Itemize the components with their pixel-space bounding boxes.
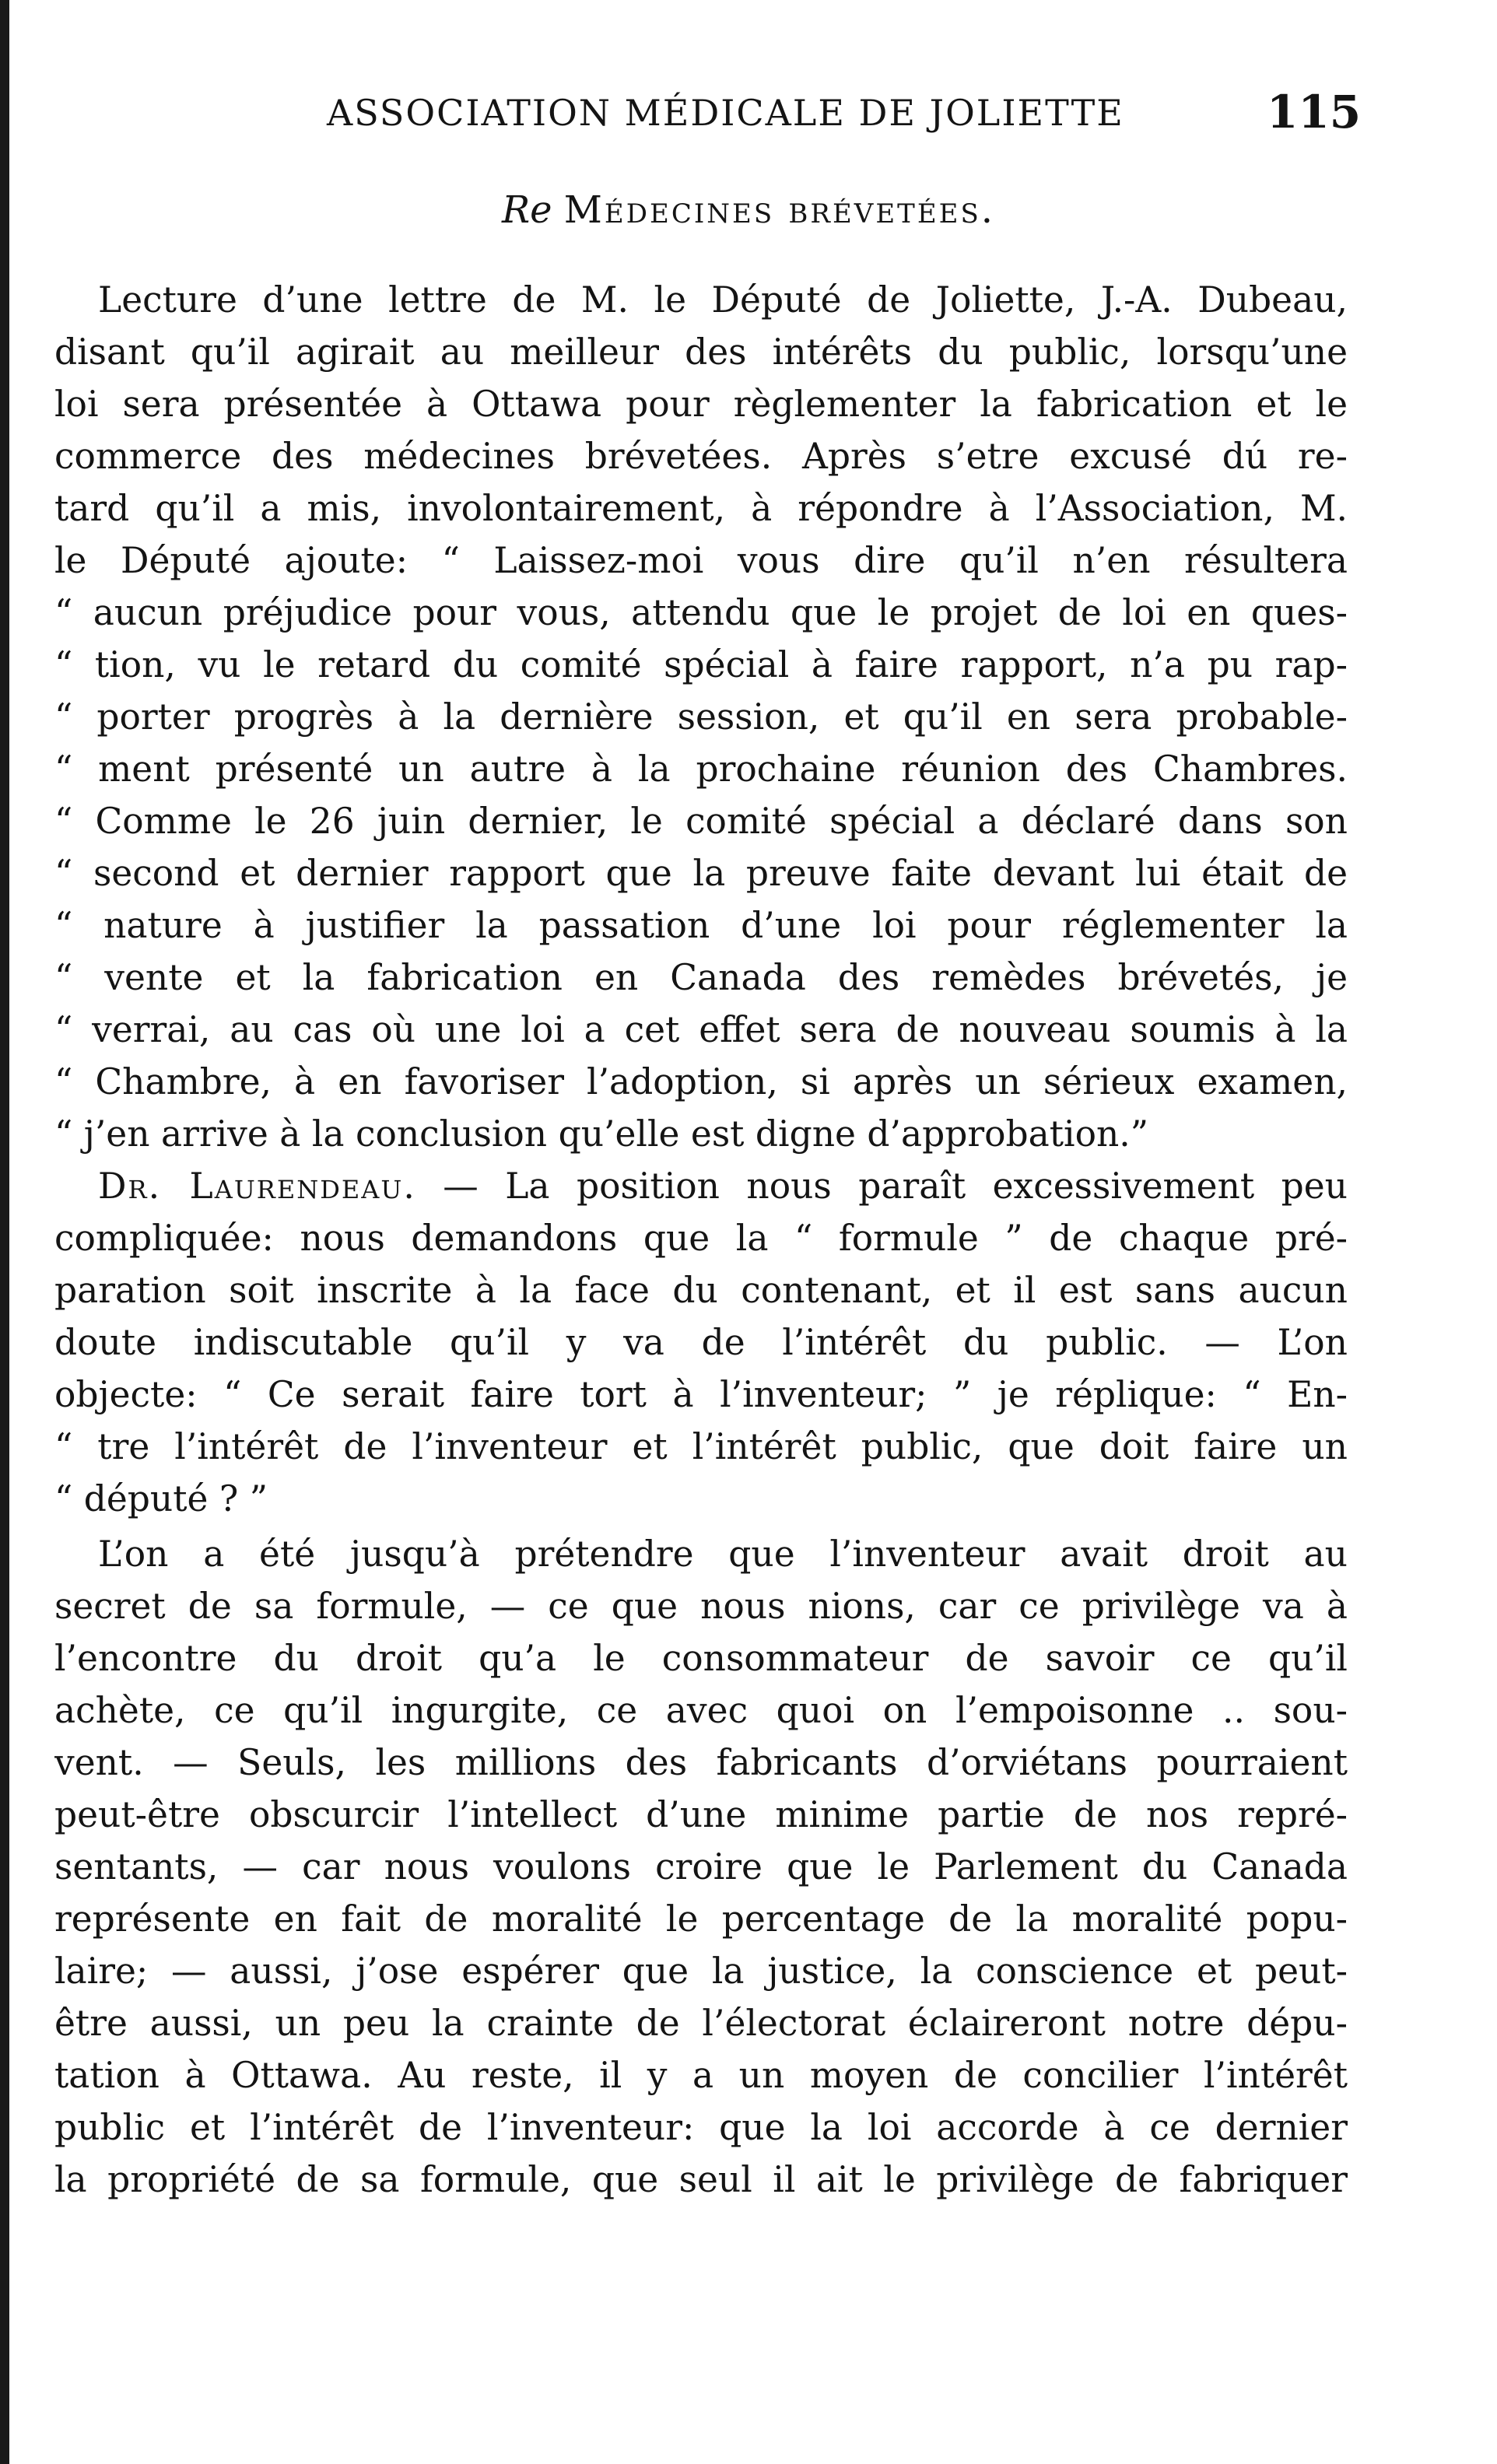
speaker-name: Dr. Laurendeau. [98,1165,416,1207]
section-heading-title: Médecines brévetées. [563,188,996,232]
text-line: laire; — aussi, j’ose espérer que la justice, la conscience et peut- [54,1951,1348,1992]
text-line: L’on a été jusqu’à prétendre que l’inventeur avait droit au [98,1533,1348,1575]
text-line: achète, ce qu’il ingurgite, ce avec quoi on l’empoisonne .. sou- [54,1690,1348,1731]
paragraph-secret-formula [54,1528,1348,2206]
text-line: peut-être obscurcir l’intellect d’une minime partie de nos repré- [54,1794,1348,1835]
page-number: 115 [1267,86,1362,138]
text-line: “ député ? ” [54,1478,268,1519]
scan-edge-shadow [0,0,9,2464]
paragraph-dubeau-letter [54,274,1348,1160]
text-line-rest: — La position nous paraît excessivement peu [415,1165,1348,1207]
text-line: disant qu’il agirait au meilleur des intérêts du public, lorsqu’une [54,331,1348,373]
section-heading-re: Re [501,188,552,232]
text-line: “ second et dernier rapport que la preuve faite devant lui était de [54,853,1348,894]
text-line: tation à Ottawa. Au reste, il y a un moyen de concilier l’intérêt [54,2055,1348,2096]
text-line: “ j’en arrive à la conclusion qu’elle est digne d’approbation.” [54,1113,1149,1155]
text-line: secret de sa formule, — ce que nous nions, car ce privilège va à [54,1586,1348,1627]
text-line: vent. — Seuls, les millions des fabricants d’orviétans pourraient [54,1742,1348,1783]
text-line: “ aucun préjudice pour vous, attendu que le projet de loi en ques- [54,592,1348,633]
text-line: l’encontre du droit qu’a le consommateur de savoir ce qu’il [54,1638,1348,1679]
text-line: “ ment présenté un autre à la prochaine réunion des Chambres. [54,748,1348,790]
text-line: “ Chambre, à en favoriser l’adoption, si après un sérieux examen, [54,1061,1348,1102]
text-line: “ nature à justifier la passation d’une loi pour réglementer la [54,905,1348,946]
text-line: “ vente et la fabrication en Canada des remèdes brévetés, je [54,957,1348,998]
text-line: loi sera présentée à Ottawa pour règlementer la fabrication et le [54,384,1348,425]
text-line: être aussi, un peu la crainte de l’électorat éclaireront notre dépu- [54,2003,1348,2044]
text-line: “ tre l’intérêt de l’inventeur et l’intérêt public, que doit faire un [54,1426,1348,1467]
text-line: la propriété de sa formule, que seul il ait le privilège de fabriquer [54,2159,1348,2200]
text-line: doute indiscutable qu’il y va de l’intérêt du public. — L’on [54,1322,1348,1363]
text-line: “ tion, vu le retard du comité spécial à faire rapport, n’a pu rap- [54,644,1348,685]
text-line: sentants, — car nous voulons croire que le Parlement du Canada [54,1846,1348,1887]
text-line: commerce des médecines brévetées. Après s’etre excusé dú re- [54,436,1348,477]
text-line: compliquée: nous demandons que la “ formule ” de chaque pré- [54,1218,1348,1259]
text-line: objecte: “ Ce serait faire tort à l’inventeur; ” je réplique: “ En- [54,1374,1348,1415]
section-heading [0,188,1497,232]
body-text [54,274,1348,2206]
text-line: “ Comme le 26 juin dernier, le comité spécial a déclaré dans son [54,801,1348,842]
text-line: “ verrai, au cas où une loi a cet effet sera de nouveau soumis à la [54,1009,1348,1050]
text-line: tard qu’il a mis, involontairement, à répondre à l’Association, M. [54,488,1348,529]
text-line: représente en fait de moralité le percentage de la moralité popu- [54,1898,1348,1940]
text-line [54,1160,1348,1212]
text-line: le Député ajoute: “ Laissez-moi vous dire qu’il n’en résultera [54,540,1348,581]
paragraph-laurendeau [54,1160,1348,1525]
running-title: ASSOCIATION MÉDICALE DE JOLIETTE [327,92,1124,134]
text-line: “ porter progrès à la dernière session, et qu’il en sera probable- [54,696,1348,738]
text-line: public et l’intérêt de l’inventeur: que la loi accorde à ce dernier [54,2107,1348,2148]
text-line: paration soit inscrite à la face du contenant, et il est sans aucun [54,1270,1348,1311]
text-line: Lecture d’une lettre de M. le Député de Joliette, J.-A. Dubeau, [98,279,1348,321]
